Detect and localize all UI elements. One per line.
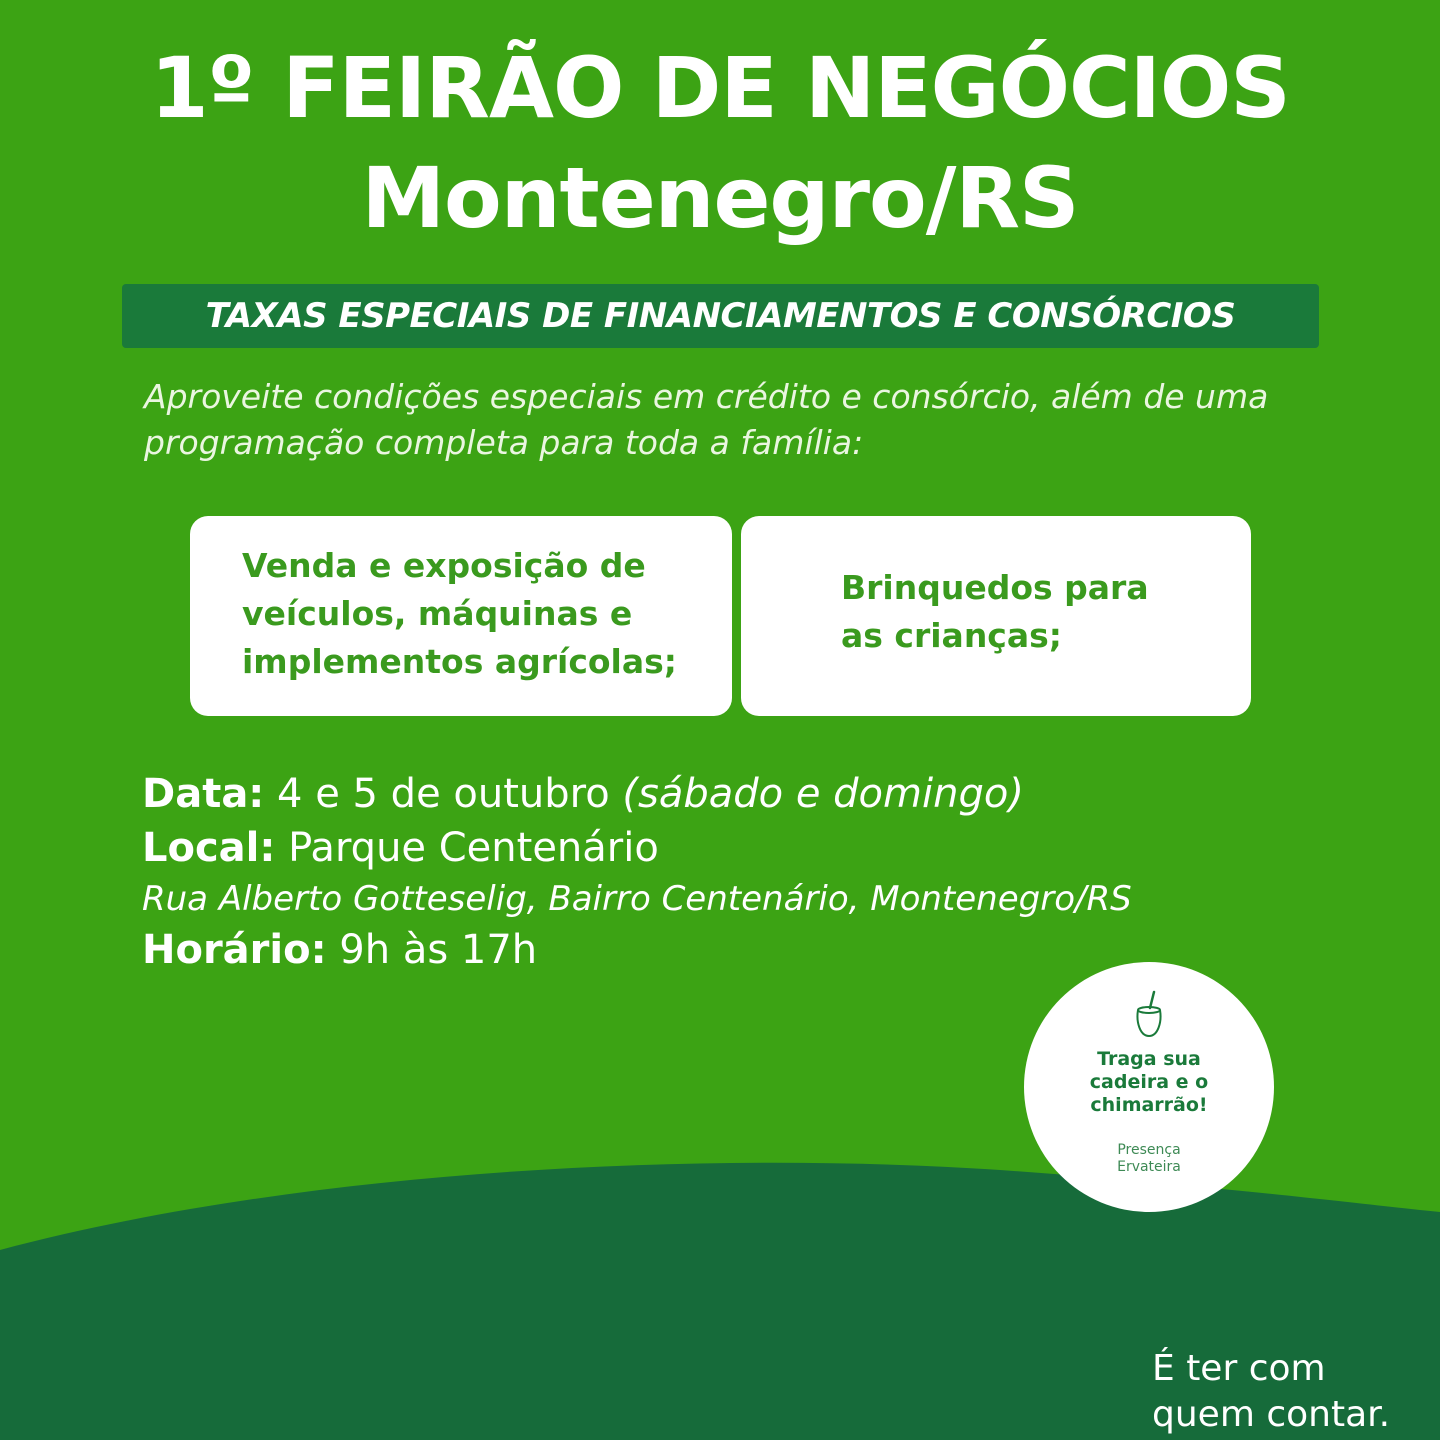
slogan-line-1: É ter com	[1152, 1348, 1326, 1389]
event-location	[142, 822, 659, 874]
badge-sub-line: Presença	[1117, 1142, 1181, 1158]
slogan	[1152, 1346, 1422, 1438]
hour-label: Horário:	[142, 927, 327, 973]
event-title-line1: 1º FEIRÃO DE NEGÓCIOS	[150, 39, 1290, 137]
feature-card-line: veículos, máquinas e	[242, 594, 633, 633]
badge-title-line: cadeira e o	[1089, 1071, 1209, 1093]
feature-card-line: implementos agrícolas;	[242, 642, 677, 681]
feature-card-line: as crianças;	[841, 616, 1062, 655]
local-value: Parque Centenário	[275, 825, 659, 871]
slogan-line-2: quem contar.	[1152, 1394, 1391, 1435]
event-title-line2: Montenegro/RS	[361, 149, 1079, 247]
event-hours	[142, 924, 537, 976]
feature-card-toys	[741, 516, 1251, 716]
intro-line-1: Aproveite condições especiais em crédito e consórcio, além de uma	[144, 377, 1269, 416]
hour-value: 9h às 17h	[326, 927, 538, 973]
badge-title-line: Traga sua	[1097, 1048, 1201, 1070]
intro-line-2: programação completa para toda a família:	[144, 423, 864, 462]
chimarrao-cuia-icon	[1132, 990, 1166, 1042]
badge-sub-line: Ervateira	[1117, 1159, 1181, 1175]
chimarrao-badge	[1024, 962, 1274, 1212]
feature-card-line: Venda e exposição de	[242, 546, 646, 585]
rates-banner	[122, 284, 1319, 348]
feature-card-vehicles	[190, 516, 732, 716]
date-value: 4 e 5 de outubro	[264, 771, 623, 817]
event-address: Rua Alberto Gotteselig, Bairro Centenário, Montenegro/RS	[142, 879, 1132, 919]
local-label: Local:	[142, 825, 276, 871]
rates-banner-text: TAXAS ESPECIAIS DE FINANCIAMENTOS E CONSÓRCIOS	[205, 296, 1236, 336]
date-note: (sábado e domingo)	[622, 771, 1024, 817]
intro-text	[144, 374, 1324, 466]
event-date	[142, 768, 1024, 820]
feature-card-line: Brinquedos para	[841, 568, 1149, 607]
badge-title-line: chimarrão!	[1090, 1094, 1208, 1116]
date-label: Data:	[142, 771, 265, 817]
